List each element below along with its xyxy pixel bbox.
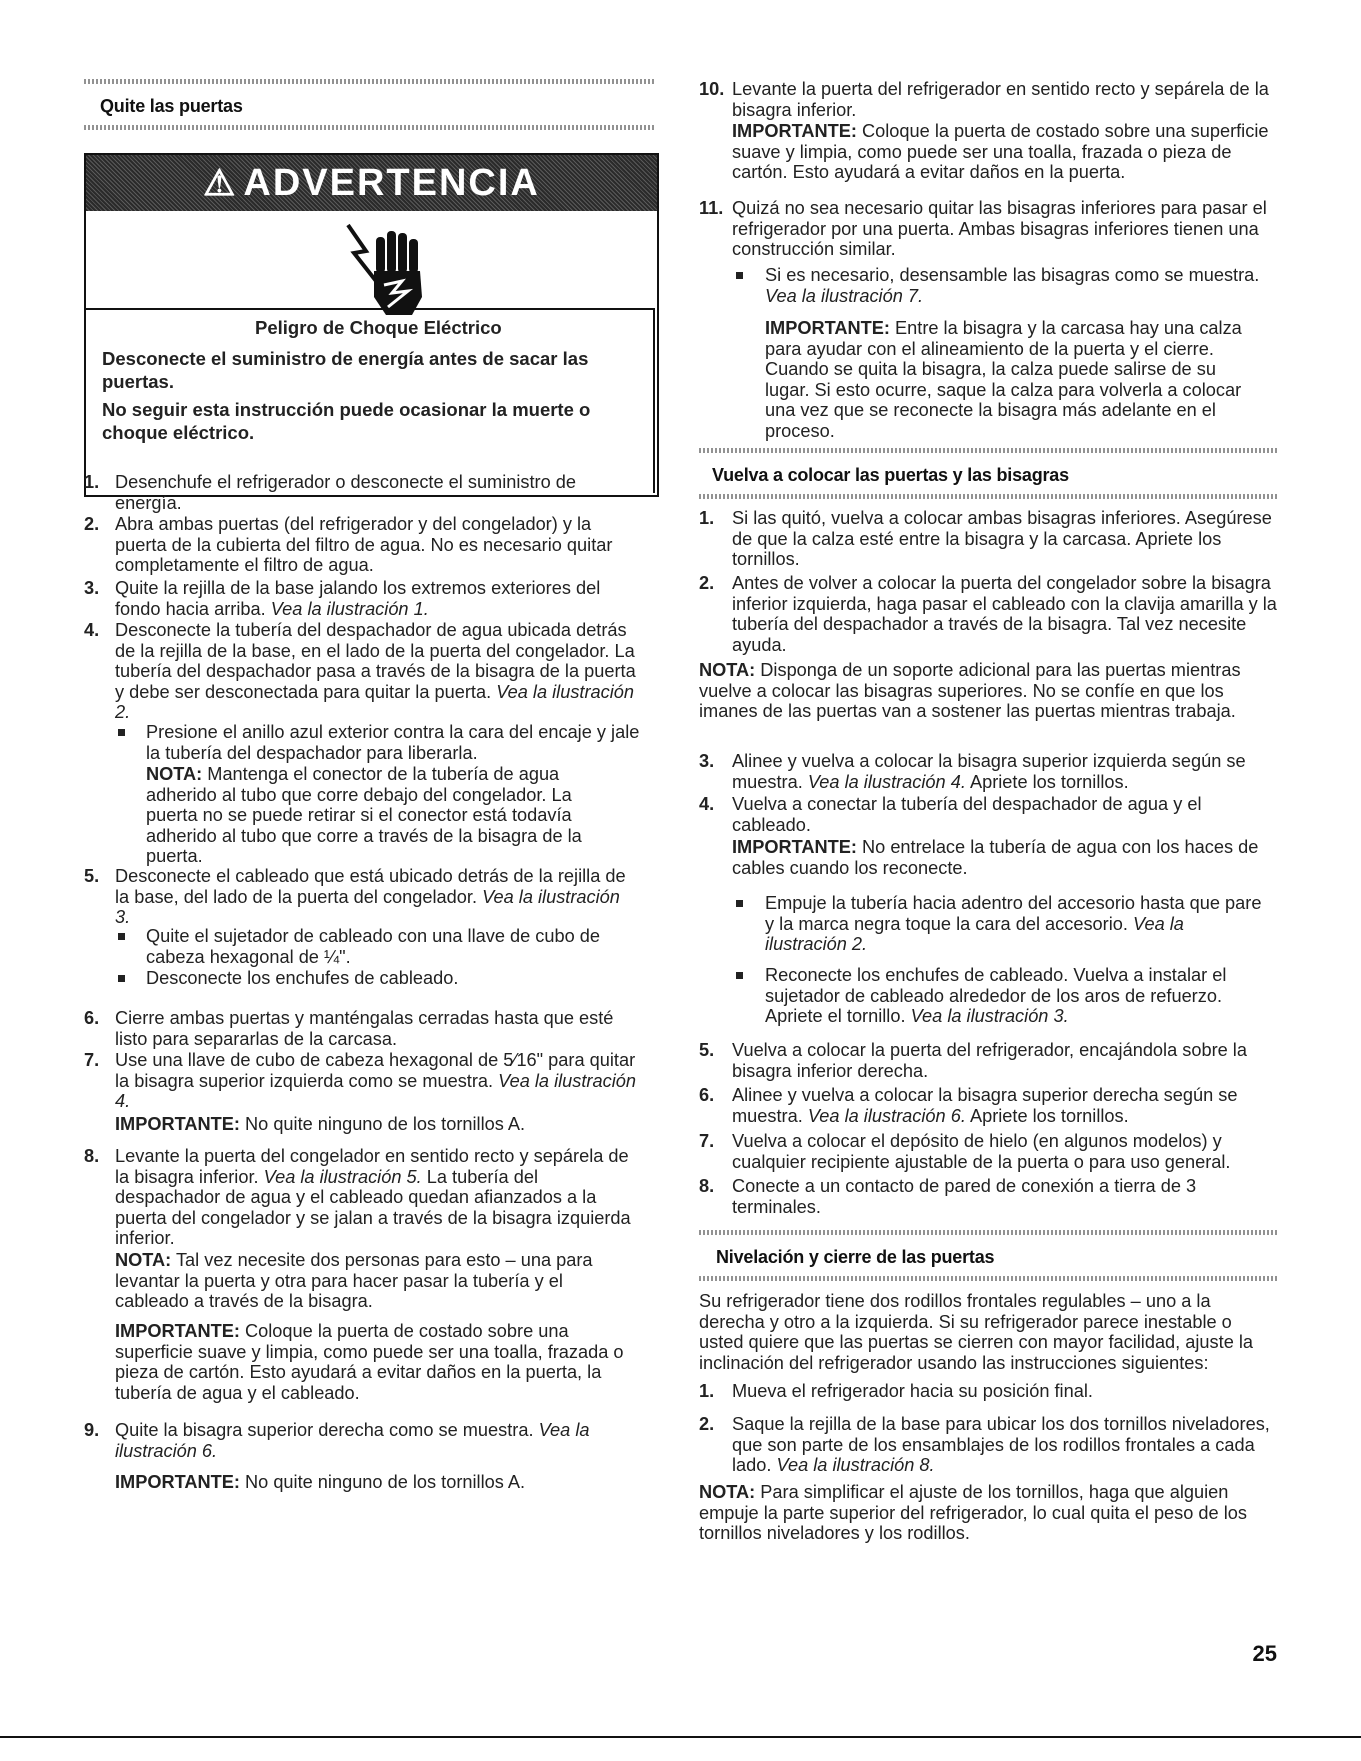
divider bbox=[84, 308, 655, 310]
step-text: Vuelva a colocar el depósito de hielo (en algunos modelos) y cualquier recipiente ajustable de la puerta o para uso general. bbox=[732, 1131, 1231, 1172]
warning-subtitle: Peligro de Choque Eléctrico bbox=[255, 317, 502, 338]
step-number: 8. bbox=[84, 1146, 100, 1166]
step-text: Vuelva a colocar la puerta del refrigerador, encajándola sobre la bisagra inferior derecha. bbox=[732, 1040, 1247, 1081]
divider bbox=[699, 1276, 1279, 1281]
step-number: 7. bbox=[699, 1131, 715, 1151]
step-text: Saque la rejilla de la base para ubicar los dos tornillos niveladores, que son parte de los ensamblajes de los rodillos frontales a cada lado. Vea la ilustración 8. bbox=[732, 1414, 1270, 1475]
important-note: IMPORTANTE: No quite ninguno de los tornillos A. bbox=[115, 1472, 526, 1492]
step-number: 6. bbox=[699, 1085, 715, 1105]
bullet bbox=[118, 975, 125, 982]
bullet bbox=[736, 900, 743, 907]
step-text: Alinee y vuelva a colocar la bisagra superior derecha según se muestra. Vea la ilustración 6. Apriete los tornillos. bbox=[732, 1085, 1238, 1126]
bullet bbox=[118, 933, 125, 940]
bullet-text: Quite el sujetador de cableado con una llave de cubo de cabeza hexagonal de ¼". bbox=[146, 926, 601, 967]
note: NOTA: Para simplificar el ajuste de los tornillos, haga que alguien empuje la parte superior del refrigerador, lo cual quita el peso de los tornillos niveladores y los rodillos. bbox=[699, 1482, 1247, 1543]
bullet-text: Empuje la tubería hacia adentro del accesorio hasta que pare y la marca negra toque la cara del accesorio. Vea la ilustración 2. bbox=[765, 893, 1262, 954]
divider bbox=[84, 79, 654, 84]
step-number: 3. bbox=[84, 578, 100, 598]
note: NOTA: Tal vez necesite dos personas para esto – una para levantar la puerta y otra para hacer pasar la tubería y el cableado a través de la bisagra. bbox=[115, 1250, 593, 1311]
step-number: 4. bbox=[84, 620, 100, 640]
step-text: Mueva el refrigerador hacia su posición final. bbox=[732, 1381, 1093, 1401]
step-number: 2. bbox=[699, 1414, 715, 1434]
important-note: IMPORTANTE: Entre la bisagra y la carcasa hay una calza para ayudar con el alineamiento de la puerta y el cierre. Cuando se quita la bisagra, la calza puede salirse de su lugar. Si esto ocurre, saque la calza para volverla a colocar una vez que se reconecte la bisagra más adelante en el proceso. bbox=[765, 318, 1242, 441]
bullet-text: Desconecte los enchufes de cableado. bbox=[146, 968, 459, 988]
step-number: 7. bbox=[84, 1050, 100, 1070]
step-text: Quizá no sea necesario quitar las bisagras inferiores para pasar el refrigerador por una puerta. Ambas bisagras inferiores tienen una construcción similar. bbox=[732, 198, 1267, 259]
warning-paragraph-2: No seguir esta instrucción puede ocasionar la muerte o choque eléctrico. bbox=[102, 399, 591, 443]
step-number: 10. bbox=[699, 79, 725, 99]
divider bbox=[84, 308, 86, 493]
page-number: 25 bbox=[1252, 1641, 1277, 1666]
step-number: 2. bbox=[84, 514, 100, 534]
warning-triangle-icon: ⚠ bbox=[203, 162, 238, 203]
step-text: Vuelva a conectar la tubería del despachador de agua y el cableado. bbox=[732, 794, 1202, 835]
electric-shock-hand-icon bbox=[86, 211, 657, 329]
divider bbox=[84, 125, 654, 130]
step-text: Cierre ambas puertas y manténgalas cerradas hasta que esté listo para separarlas de la carcasa. bbox=[115, 1008, 614, 1049]
important-note: IMPORTANTE: Coloque la puerta de costado sobre una superficie suave y limpia, como puede ser una toalla, frazada o pieza de cartón. Esto ayudará a evitar daños en la puerta, la tubería de agua y el cableado. bbox=[115, 1321, 624, 1403]
divider bbox=[699, 1230, 1279, 1235]
step-text: Si las quitó, vuelva a colocar ambas bisagras inferiores. Asegúrese de que la calza esté entre la bisagra y la carcasa. Apriete los tornillos. bbox=[732, 508, 1272, 569]
note: NOTA: Disponga de un soporte adicional para las puertas mientras vuelve a colocar las bisagras superiores. No se confíe en que los imanes de las puertas van a sostener las puertas mientras trabaja. bbox=[699, 660, 1241, 721]
step-text: Alinee y vuelva a colocar la bisagra superior izquierda según se muestra. Vea la ilustración 4. Apriete los tornillos. bbox=[732, 751, 1246, 792]
important-note: IMPORTANTE: Coloque la puerta de costado sobre una superficie suave y limpia, como puede ser una toalla, frazada o pieza de cartón. Esto ayudará a evitar daños en la puerta. bbox=[732, 121, 1269, 182]
step-number: 5. bbox=[699, 1040, 715, 1060]
divider bbox=[653, 308, 655, 493]
step-text: Desenchufe el refrigerador o desconecte el suministro de energía. bbox=[115, 472, 577, 513]
divider bbox=[0, 1736, 1361, 1738]
step-number: 9. bbox=[84, 1420, 100, 1440]
warning-paragraph-1: Desconecte el suministro de energía antes de sacar las puertas. bbox=[102, 348, 589, 392]
step-text: Desconecte la tubería del despachador de agua ubicada detrás de la rejilla de la base, en el lado de la puerta del congelador. La tubería del despachador pasa a través de la bisagra de la puerta y debe ser desconectada para quitar la puerta. Vea la ilustración 2. bbox=[115, 620, 636, 722]
warning-header bbox=[86, 155, 657, 211]
paragraph: Su refrigerador tiene dos rodillos frontales regulables – uno a la derecha y otro a la izquierda. Si su refrigerador parece inestable o usted quiere que las puertas se cierren con mayor facilidad, ajuste la inclinación del refrigerador usando las instrucciones siguientes: bbox=[699, 1291, 1254, 1373]
step-text: Levante la puerta del congelador en sentido recto y sepárela de la bisagra inferior. Vea la ilustración 5. La tubería del despachador de agua y el cableado quedan afianzados a la puerta del congelador y se jalan a través de la bisagra izquierda inferior. bbox=[115, 1146, 631, 1248]
bullet-text: Reconecte los enchufes de cableado. Vuelva a instalar el sujetador de cableado alrededor de los aros de refuerzo. Apriete el tornillo. Vea la ilustración 3. bbox=[765, 965, 1227, 1026]
bullet bbox=[118, 729, 125, 736]
step-text: Antes de volver a colocar la puerta del congelador sobre la bisagra inferior izquierda, haga pasar el cableado con la clavija amarilla y la tubería del despachador a través de la bisagra. Tal vez necesite ayuda. bbox=[732, 573, 1277, 655]
step-number: 2. bbox=[699, 573, 715, 593]
important-note: IMPORTANTE: No entrelace la tubería de agua con los haces de cables cuando los reconecte. bbox=[732, 837, 1259, 878]
step-text: Use una llave de cubo de cabeza hexagonal de 5⁄16" para quitar la bisagra superior izquierda como se muestra. Vea la ilustración 4. bbox=[115, 1050, 636, 1111]
bullet-text: Si es necesario, desensamble las bisagras como se muestra. Vea la ilustración 7. bbox=[765, 265, 1260, 306]
step-text: Desconecte el cableado que está ubicado detrás de la rejilla de la base, del lado de la puerta del congelador. Vea la ilustración 3. bbox=[115, 866, 626, 927]
step-number: 11. bbox=[699, 198, 724, 218]
bullet-text: Presione el anillo azul exterior contra la cara del encaje y jale la tubería del despachador para liberarla. bbox=[146, 722, 640, 763]
step-number: 8. bbox=[699, 1176, 715, 1196]
divider bbox=[699, 494, 1279, 499]
step-text: Abra ambas puertas (del refrigerador y del congelador) y la puerta de la cubierta del filtro de agua. No es necesario quitar completamente el filtro de agua. bbox=[115, 514, 613, 575]
bullet bbox=[736, 272, 743, 279]
step-number: 3. bbox=[699, 751, 715, 771]
warning-title: ADVERTENCIA bbox=[243, 161, 540, 204]
bullet bbox=[736, 972, 743, 979]
step-number: 6. bbox=[84, 1008, 100, 1028]
step-number: 4. bbox=[699, 794, 715, 814]
step-text: Quite la bisagra superior derecha como se muestra. Vea la ilustración 6. bbox=[115, 1420, 590, 1461]
step-number: 1. bbox=[84, 472, 100, 492]
step-text: Levante la puerta del refrigerador en sentido recto y sepárela de la bisagra inferior. bbox=[732, 79, 1269, 120]
step-number: 1. bbox=[699, 1381, 715, 1401]
divider bbox=[699, 448, 1279, 453]
section-title: Quite las puertas bbox=[100, 96, 243, 116]
step-text: Quite la rejilla de la base jalando los extremos exteriores del fondo hacia arriba. Vea la ilustración 1. bbox=[115, 578, 601, 619]
step-number: 1. bbox=[699, 508, 715, 528]
section-title: Vuelva a colocar las puertas y las bisagras bbox=[712, 465, 1069, 485]
note: NOTA: Mantenga el conector de la tubería de agua adherido al tubo que corre debajo del congelador. La puerta no se puede retirar si el conector está todavía adherido al tubo que corre a través de la bisagra de la puerta. bbox=[146, 764, 582, 866]
step-text: Conecte a un contacto de pared de conexión a tierra de 3 terminales. bbox=[732, 1176, 1197, 1217]
step-number: 5. bbox=[84, 866, 100, 886]
important-note: IMPORTANTE: No quite ninguno de los tornillos A. bbox=[115, 1114, 526, 1134]
section-title: Nivelación y cierre de las puertas bbox=[716, 1247, 995, 1267]
